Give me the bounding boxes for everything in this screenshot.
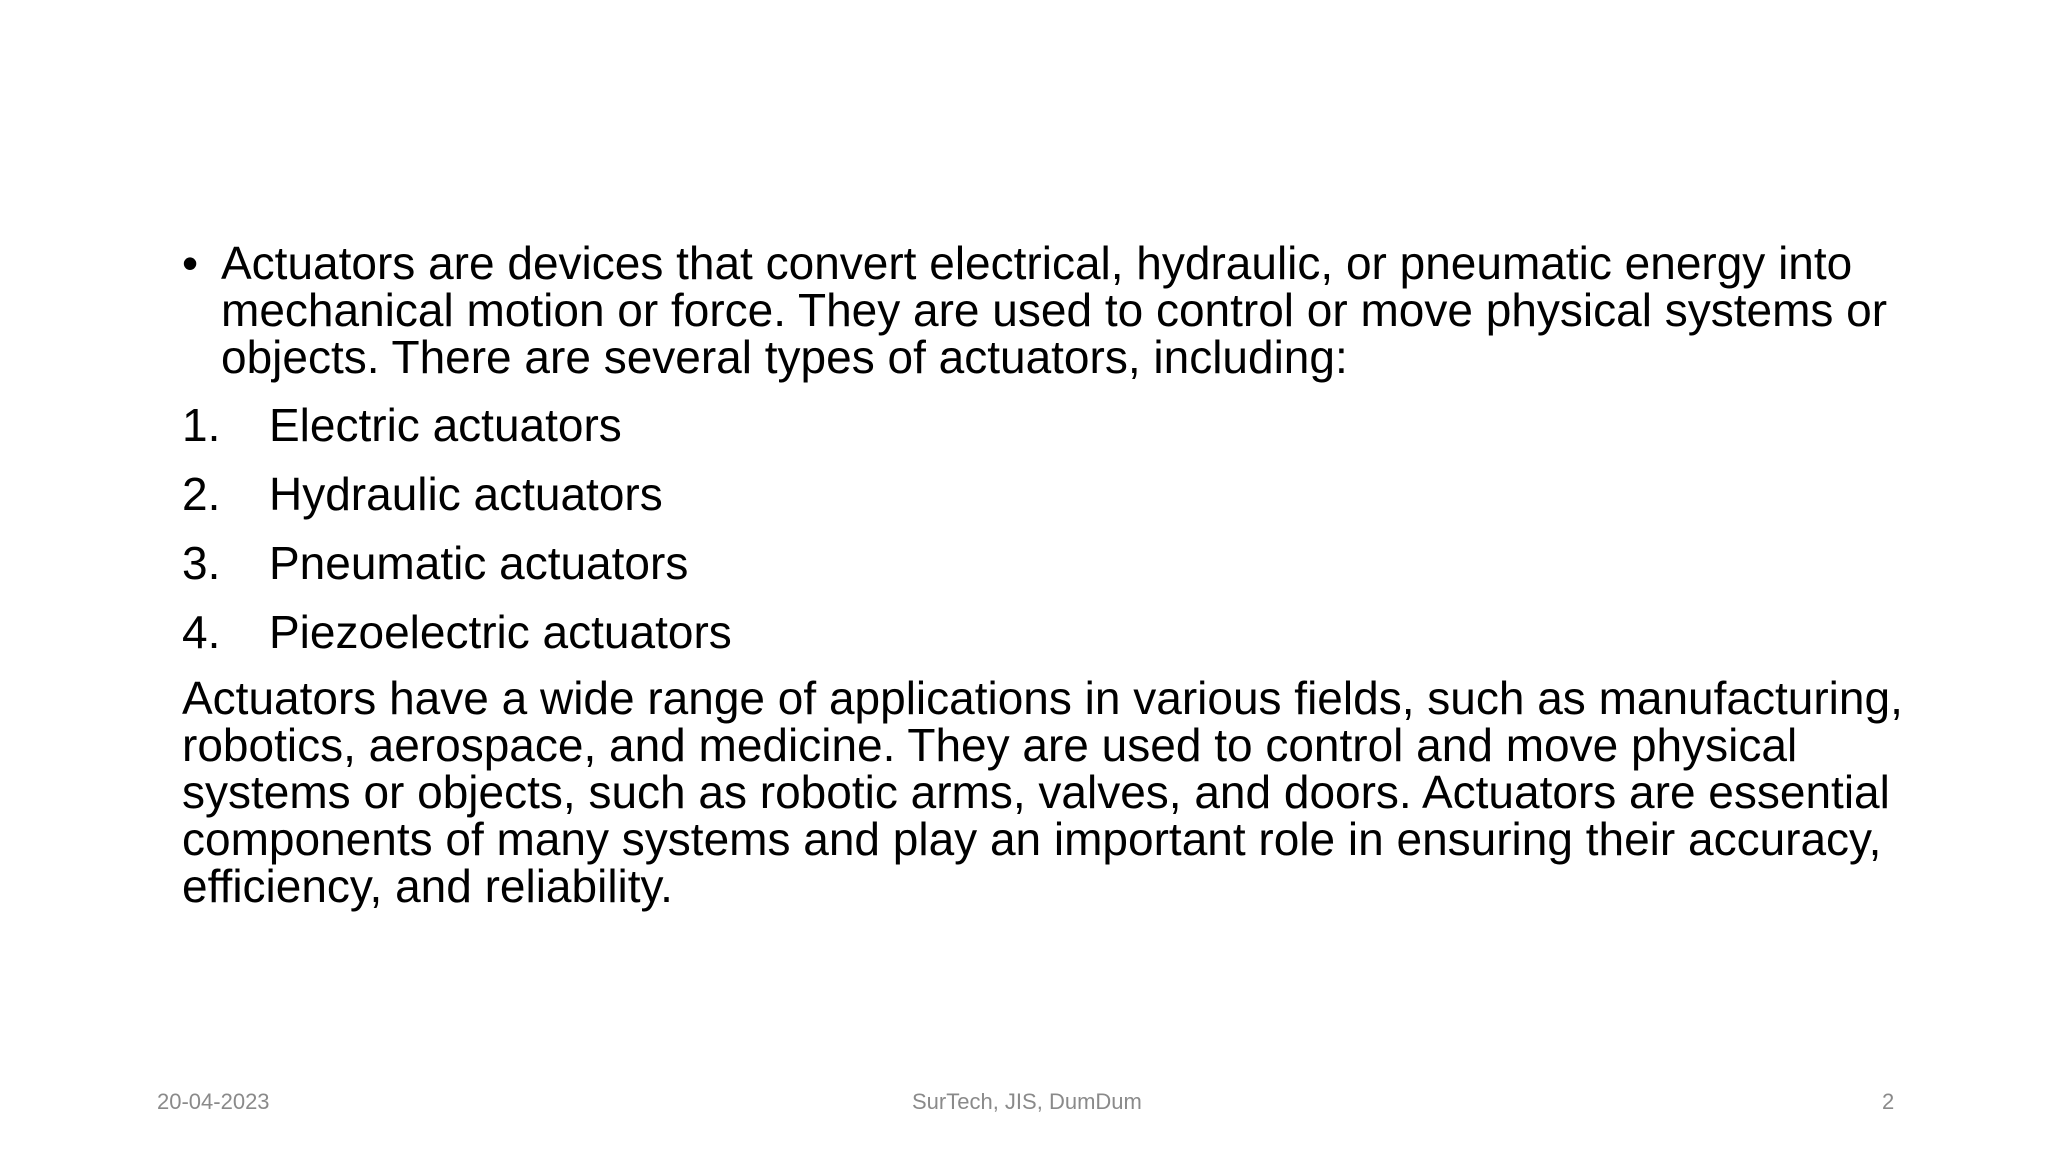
footer-date: 20-04-2023 [157,1089,270,1114]
bullet-icon: • [182,237,199,289]
footer-page-number: 2 [1882,1089,1895,1114]
list-item-number: 1. [182,399,221,451]
list-item [182,537,1922,589]
intro-text: Actuators are devices that convert electrical, hydraulic, or pneumatic energy into mechanical motion or force. They are used to control or move physical systems or objects. There are several types of actuators, including: [221,237,1888,383]
intro-bullet-item [182,237,1922,383]
footer-center-text: SurTech, JIS, DumDum [912,1089,1142,1114]
actuator-types-list [182,399,1922,658]
list-item-number: 3. [182,537,221,589]
closing-paragraph: Actuators have a wide range of applications in various fields, such as manufacturing, robotics, aerospace, and medicine. They are used to control and move physical systems or objects, such as robotic arms, valves, and doors. Actuators are essential components of many systems and play an important role in ensuring their accuracy, efficiency, and reliability. [182,672,1903,912]
list-item-label: Electric actuators [269,399,622,451]
list-item-number: 4. [182,606,221,658]
list-item-label: Piezoelectric actuators [269,606,732,658]
list-item [182,468,1922,520]
list-item-label: Hydraulic actuators [269,468,663,520]
list-item-number: 2. [182,468,221,520]
list-item-label: Pneumatic actuators [269,537,689,589]
slide-body [182,237,1922,912]
list-item [182,606,1922,658]
list-item [182,399,1922,451]
